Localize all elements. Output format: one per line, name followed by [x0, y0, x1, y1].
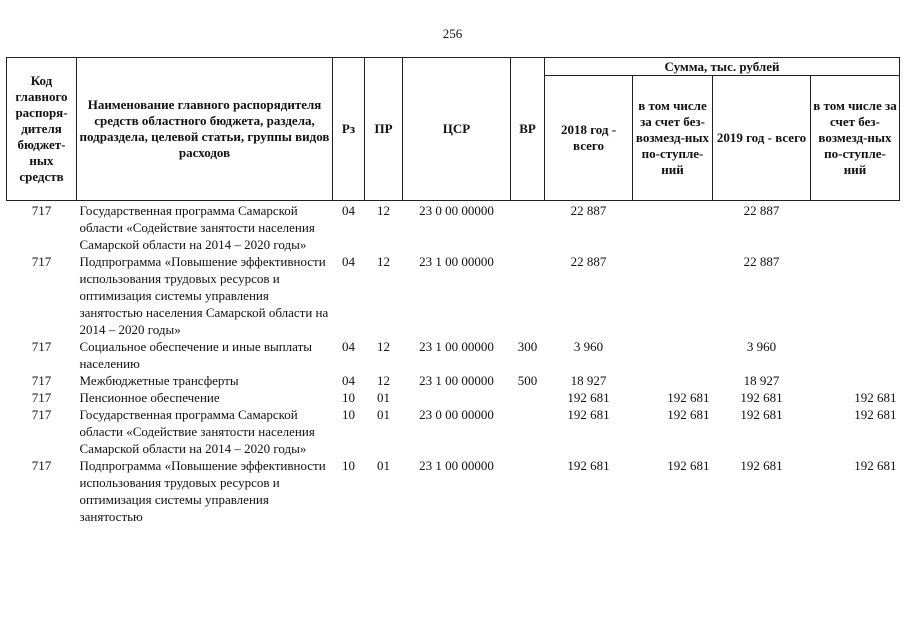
- header-code: Код главного распоря-дителя бюджет-ных средств: [7, 58, 77, 201]
- cell-name: Пенсионное обеспечение: [79, 390, 220, 405]
- cell-code: 717: [31, 254, 52, 269]
- cell-name: Государственная программа Самарской области «Содействие занятости населения Самарской области на 2014 – 2020 годы»: [79, 203, 315, 252]
- table-body: [7, 201, 900, 526]
- cell-vr: [511, 406, 545, 457]
- cell-2018-total: 22 887: [570, 254, 607, 269]
- cell-2018-total: 18 927: [570, 373, 607, 388]
- cell-csr: 23 1 00 00000: [419, 458, 494, 473]
- cell-pr: 12: [377, 373, 390, 388]
- cell-code: 717: [31, 407, 52, 422]
- cell-csr: 23 1 00 00000: [419, 373, 494, 388]
- cell-2019-total: 18 927: [743, 373, 780, 388]
- cell-rz: 04: [342, 203, 355, 218]
- cell-code: 717: [31, 339, 52, 354]
- cell-2018-total: 22 887: [570, 203, 607, 218]
- table-row: [7, 406, 900, 457]
- cell-2019-free: [811, 253, 900, 338]
- cell-vr: 500: [517, 373, 538, 388]
- cell-2019-total: 192 681: [740, 458, 783, 473]
- cell-pr: 12: [377, 254, 390, 269]
- header-2018-free: в том числе за счет без-возмезд-ных по-ступле-ний: [633, 76, 713, 201]
- cell-2018-free: [633, 201, 713, 254]
- header-vr: ВР: [511, 58, 545, 201]
- header-csr: ЦСР: [403, 58, 511, 201]
- cell-vr: [511, 389, 545, 406]
- table-row: [7, 457, 900, 525]
- cell-2019-total: 22 887: [743, 254, 780, 269]
- cell-rz: 10: [342, 407, 355, 422]
- table-row: [7, 338, 900, 372]
- cell-code: 717: [31, 203, 52, 218]
- cell-code: 717: [31, 373, 52, 388]
- header-name: Наименование главного распорядителя средств областного бюджета, раздела, подраздела, целевой статьи, группы видов расходов: [77, 58, 333, 201]
- cell-code: 717: [31, 458, 52, 473]
- cell-2019-free: [811, 201, 900, 254]
- cell-2019-free: 192 681: [854, 407, 897, 422]
- cell-csr: [403, 389, 511, 406]
- cell-csr: 23 1 00 00000: [419, 339, 494, 354]
- cell-pr: 12: [377, 339, 390, 354]
- cell-csr: 23 0 00 00000: [419, 407, 494, 422]
- cell-csr: 23 0 00 00000: [419, 203, 494, 218]
- cell-2019-free: 192 681: [854, 458, 897, 473]
- cell-2019-total: 192 681: [740, 390, 783, 405]
- header-pr: ПР: [365, 58, 403, 201]
- cell-2019-total: 3 960: [746, 339, 777, 354]
- cell-2019-free: 192 681: [854, 390, 897, 405]
- cell-rz: 04: [342, 339, 355, 354]
- header-2019-total: 2019 год - всего: [713, 76, 811, 201]
- cell-vr: [511, 457, 545, 525]
- cell-rz: 04: [342, 373, 355, 388]
- cell-vr: [511, 253, 545, 338]
- cell-2019-total: 22 887: [743, 203, 780, 218]
- cell-2018-free: [633, 253, 713, 338]
- cell-name: Межбюджетные трансферты: [79, 373, 239, 388]
- cell-2018-total: 192 681: [567, 390, 610, 405]
- header-rz: Рз: [333, 58, 365, 201]
- cell-name: Подпрограмма «Повышение эффективности использования трудовых ресурсов и оптимизация системы управления занятостью населения Самарской области на 2014 – 2020 годы»: [79, 254, 329, 337]
- budget-table: [6, 57, 900, 525]
- cell-rz: 04: [342, 254, 355, 269]
- table-row: [7, 372, 900, 389]
- cell-pr: 01: [377, 407, 390, 422]
- table-row: [7, 253, 900, 338]
- table-header: [7, 58, 900, 201]
- cell-2018-free: 192 681: [667, 458, 710, 473]
- cell-pr: 01: [377, 458, 390, 473]
- header-sum: Сумма, тыс. рублей: [545, 58, 900, 76]
- cell-2018-total: 3 960: [573, 339, 604, 354]
- header-2019-free: в том числе за счет без-возмезд-ных по-ступле-ний: [811, 76, 900, 201]
- cell-pr: 12: [377, 203, 390, 218]
- cell-vr: [511, 201, 545, 254]
- cell-2019-total: 192 681: [740, 407, 783, 422]
- cell-2019-free: [811, 338, 900, 372]
- page-number: 256: [442, 26, 463, 41]
- cell-name: Государственная программа Самарской области «Содействие занятости населения Самарской области на 2014 – 2020 годы»: [79, 407, 315, 456]
- cell-name: Подпрограмма «Повышение эффективности использования трудовых ресурсов и оптимизация системы управления занятостью: [79, 458, 326, 524]
- cell-rz: 10: [342, 458, 355, 473]
- cell-2018-total: 192 681: [567, 458, 610, 473]
- cell-vr: 300: [517, 339, 538, 354]
- cell-2018-free: [633, 372, 713, 389]
- table-row: [7, 389, 900, 406]
- cell-2019-free: [811, 372, 900, 389]
- cell-pr: 01: [377, 390, 390, 405]
- cell-csr: 23 1 00 00000: [419, 254, 494, 269]
- cell-rz: 10: [342, 390, 355, 405]
- cell-code: 717: [31, 390, 52, 405]
- cell-2018-total: 192 681: [567, 407, 610, 422]
- table-row: [7, 201, 900, 254]
- cell-2018-free: 192 681: [667, 390, 710, 405]
- cell-2018-free: 192 681: [667, 407, 710, 422]
- header-2018-total: 2018 год - всего: [545, 76, 633, 201]
- cell-name: Социальное обеспечение и иные выплаты населению: [79, 339, 313, 371]
- cell-2018-free: [633, 338, 713, 372]
